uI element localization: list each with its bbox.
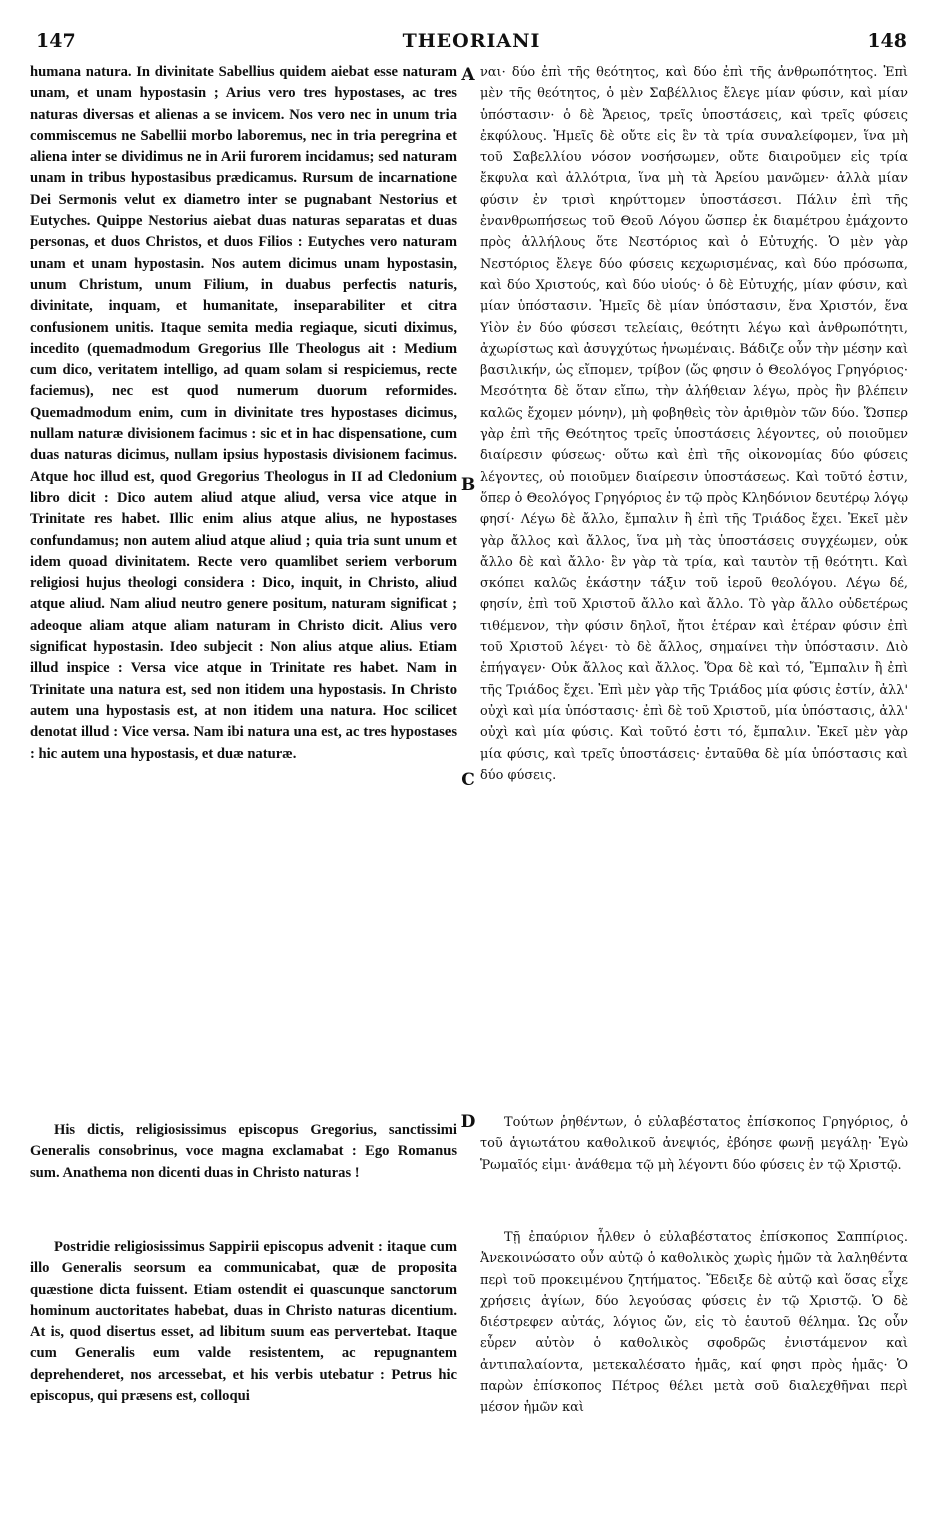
section-marker-a: A: [461, 65, 475, 85]
latin-column-block-2: [30, 1120, 457, 1208]
greek-paragraph-1: ναι· δύο ἐπὶ τῆς θεότητος, καὶ δύο ἐπὶ τῆς ἀνθρωπότητος. Ἐπὶ μὲν τῆς θεότητος, ὁ μὲν Σαβέλλιος ἔλεγε μίαν φύσιν, καὶ μίαν ὑπόστασιν· ὁ δὲ Ἄρειος, τρεῖς ὑποστάσεις, καὶ τρεῖς φύσεις ἐκφύλους. Ἡμεῖς δὲ οὔτε εἰς ἓν τὰ τρία συναλείφομεν, ἵνα μὴ τοῦ Σαβελλίου νόσον νοσήσωμεν, οὔτε διαιροῦμεν εἰς τρία ἔκφυλα καὶ ἀλλότρια, ἵνα μὴ τὰ Ἀρείου μανῶμεν· ἀλλὰ μίαν φύσιν ἐν τρισὶ κηρύττομεν ὑποστάσεσι. Πάλιν ἐπὶ τῆς ἐνανθρωπήσεως τοῦ Θεοῦ Λόγου ὥσπερ ἐκ διαμέτρου ἐμάχοντο πρὸς ἀλλήλους ὅτε Νεστόριος καὶ ὁ Εὐτυχής. Ὁ μὲν γὰρ Νεστόριος ἔλεγε δύο φύσεις κεχωρισμένας, καὶ δύο πρόσωπα, καὶ δύο Χριστούς, καὶ δύο υἱούς· ὁ δὲ Εὐτυχής, μίαν φύσιν, καὶ μίαν ὑπόστασιν. Ἡμεῖς δὲ μίαν ὑπόστασιν, ἕνα Χριστόν, ἕνα Υἱὸν ἐν δύο φύσεσι τελείαις, θεότητι λέγω καὶ ἀνθρωπότητι, ἀχωρίστως καὶ ἀσυγχύτως ἡνωμέναις. Βάδιζε οὖν τὴν μέσην καὶ βασιλικήν, ὡς εἴπομεν, τρίβον (ὥς φησιν ὁ Θεολόγος Γρηγόριος· Μεσότητα δὲ ὅταν εἴπω, τὴν ἀλήθειαν λέγω, πρὸς ἣν βλέπειν καλῶς ἔχομεν μόνην), μὴ φοβηθεὶς τὸν ἀριθμὸν τῶν δύο. Ὥσπερ γὰρ ἐπὶ τῆς Θεότητος τρεῖς ὑποστάσεις λέγοντες, οὐ ποιοῦμεν διαίρεσιν φύσεως· οὕτω καὶ ἐπὶ τῆς οἰκονομίας δύο φύσεις λέγοντες, οὐ ποιοῦμεν διαίρεσιν ὑποστάσεως. Καὶ τοῦτό ἐστιν, ὅπερ ὁ Θεολόγος Γρηγόριος ἐν τῷ πρὸς Κληδόνιον δευτέρῳ λόγῳ φησί· Λέγω δὲ ἄλλο, ἔμπαλιν ἢ ἐπὶ τῆς Τριάδος ἔχει. Ἐκεῖ μὲν γὰρ ἄλλος καὶ ἄλλος, ἵνα μὴ τὰς ὑποστάσεις συγχέωμεν, οὐκ ἄλλο δὲ καὶ ἄλλο· ἓν γὰρ τὰ τρία, καὶ ταυτὸν τῇ θεότητι. Καὶ σκόπει καλῶς ἑκάστην τάξιν τοῦ ἱεροῦ θεολόγου. Λέγω δέ, φησίν, ἐπὶ τοῦ Χριστοῦ ἄλλο καὶ ἄλλο. Τὸ γὰρ ἄλλο οὐδετέρως τιθέμενον, τὴν φύσιν δηλοῖ, ἤτοι ἑτέραν καὶ ἑτέραν φύσιν ἐπὶ τοῦ Χριστοῦ λέγει· τὸ δὲ ἄλλος, σημαίνει τὴν ὑπόστασιν. Διὸ ἐπήγαγεν· Οὐκ ἄλλος καὶ ἄλλος. Ὅρα δὲ καὶ τό, Ἔμπαλιν ἢ ἐπὶ τῆς Τριάδος ἔχει. Ἐπὶ μὲν γὰρ τῆς Τριάδος μία φύσις ἐστίν, ἀλλ' οὐχὶ καὶ μία ὑπόστασις· ἐπὶ δὲ τοῦ Χριστοῦ, μία ὑπόστασις, ἀλλ' οὐχὶ καὶ μία φύσις. Καὶ τοῦτό ἐστι τό, ἔμπαλιν. Ἐκεῖ μὲν γὰρ μία φύσις, καὶ τρεῖς ὑποστάσεις· ἐνταῦθα δὲ μία ὑπόστασις καὶ δύο φύσεις.: [480, 65, 908, 783]
greek-column-block-1: [480, 62, 908, 1094]
section-marker-c: C: [461, 770, 475, 790]
running-title: THEORIANI: [402, 30, 541, 52]
latin-column-block-1: [30, 62, 457, 1094]
greek-column-block-2: [480, 1112, 908, 1200]
latin-paragraph-3: Postridie religiosissimus Sappirii episcopus advenit : itaque cum illo Generalis seorsum ea communicabat, quæ de proposita quæstione dicta fuissent. Etiam ostendit ei quascunque sanctorum hominum auctoritates habebat, duas in Christo naturas dicentium. At is, quod disertus esset, ad libitum suum eas pervertebat. Itaque cum Generalis eum valde resistentem, ac repugnantem deprehenderet, nos arcessebat, et his verbis utebatur : Petrus hic episcopus, qui præsens est, colloqui: [30, 1239, 457, 1405]
running-header: [36, 30, 907, 60]
greek-paragraph-2: Τούτων ῥηθέντων, ὁ εὐλαβέστατος ἐπίσκοπος Γρηγόριος, ὁ τοῦ ἁγιωτάτου καθολικοῦ ἀνεψιός, ἐβόησε φωνῇ μεγάλῃ· Ἐγὼ Ῥωμαῖός εἰμι· ἀνάθεμα τῷ μὴ λέγοντι δύο φύσεις ἐν τῷ Χριστῷ.: [480, 1115, 908, 1173]
latin-paragraph-1: humana natura. In divinitate Sabellius quidem aiebat esse naturam unam, et unam hypostasin ; Arius vero tres hypostases, ac tres naturas diversas et alienas a se invicem. Nos vero nec in unum tria commiscemus ne Sabellii morbo laboremus, nec in tria peregrina et aliena inter se dividimus ne in Arii furorem incidamus; sed naturam unam in tribus hypostasibus prædicamus. Rursum de incarnatione Dei Sermonis velut ex diametro inter se pugnabant Nestorius et Eutyches. Quippe Nestorius aiebat duas naturas separatas et duas personas, et duos Christos, et duos Filios : Eutyches vero naturam unam et unam hypostasin. Nos autem dicimus unam hypostasin, unum Christum, unum Filium, in duabus perfectis naturis, divinitate, inquam, et humanitate, inseparabiliter et citra confusionem unitis. Itaque semita media regiaque, sicuti diximus, incedito (quemadmodum Gregorius Ille Theologus ait : Medium cum dico, veritatem intelligo, ad quam solam si respiciemus, recte faciemus), nec est quod numerum duorum reformides. Quemadmodum enim, cum in divinitate tres hypostases dicimus, nullam naturæ divisionem facimus : sic et in hac dispensatione, cum duas naturas dicimus, nullam ipsius hypostasis divisionem facimus. Atque hoc illud est, quod Gregorius Theologus in II ad Cledonium libro dicit : Dico autem aliud atque aliud, versa vice atque in Trinitate res habet. Illic enim alius atque alius, ne hypostases confundamus; non autem aliud atque aliud ; quia tria sunt unum et idem quoad divinitatem. Recte vero quamlibet seriem verborum religiosi hujus theologi considera : Dico, inquit, in Christo, aliud atque aliud. Nam aliud neutro genere positum, naturam significat ; adeoque aliam atque aliam naturam in Christo dicit. Alius vero significat hypostasin. Ideo subjecit : Non alius atque alius. Etiam illud inspice : Versa vice atque in Trinitate res habet. Nam in Trinitate una natura est, sed non itidem una hypostasis. In Christo autem una hypostasis est, at non itidem una natura. Hoc scilicet denotat illud : Vice versa. Nam ibi natura una est, ac tres hypostases : hic autem una hypostasis, et duæ naturæ.: [30, 64, 457, 762]
page-number-right: 148: [867, 30, 907, 52]
section-marker-b: B: [460, 475, 476, 495]
section-marker-d: D: [460, 1112, 476, 1132]
page-number-left: 147: [36, 30, 76, 52]
greek-paragraph-3: Τῇ ἐπαύριον ἦλθεν ὁ εὐλαβέστατος ἐπίσκοπος Σαππίριος. Ἀνεκοινώσατο οὖν αὐτῷ ὁ καθολικὸς χωρὶς ἡμῶν τὰ λαληθέντα περὶ τοῦ προκειμένου ζητήματος. Ἔδειξε δὲ αὐτῷ καὶ ὅσας εἶχε χρήσεις ἁγίων, δύο λεγούσας φύσεις ἐν τῷ Χριστῷ. Ὁ δὲ διέστρεφεν αὐτάς, λόγιος ὤν, εἰς τὸ ἑαυτοῦ θέλημα. Ὡς οὖν εὗρεν αὐτὸν ὁ καθολικὸς σφοδρῶς ἐνιστάμενον καὶ ἀντιπαλαίοντα, μετεκαλέσατο ἡμᾶς, καί φησι πρὸς ἡμᾶς· Ὁ παρὼν ἐπίσκοπος Πέτρος θέλει μετὰ σοῦ διαλεχθῆναι περὶ μέσον ἡμῶν καὶ: [480, 1230, 908, 1416]
latin-paragraph-2: His dictis, religiosissimus episcopus Gregorius, sanctissimi Generalis consobrinus, voce magna exclamabat : Ego Romanus sum. Anathema non dicenti duas in Christo naturas !: [30, 1122, 457, 1181]
greek-column-block-3: [480, 1227, 908, 1532]
latin-column-block-3: [30, 1237, 457, 1532]
